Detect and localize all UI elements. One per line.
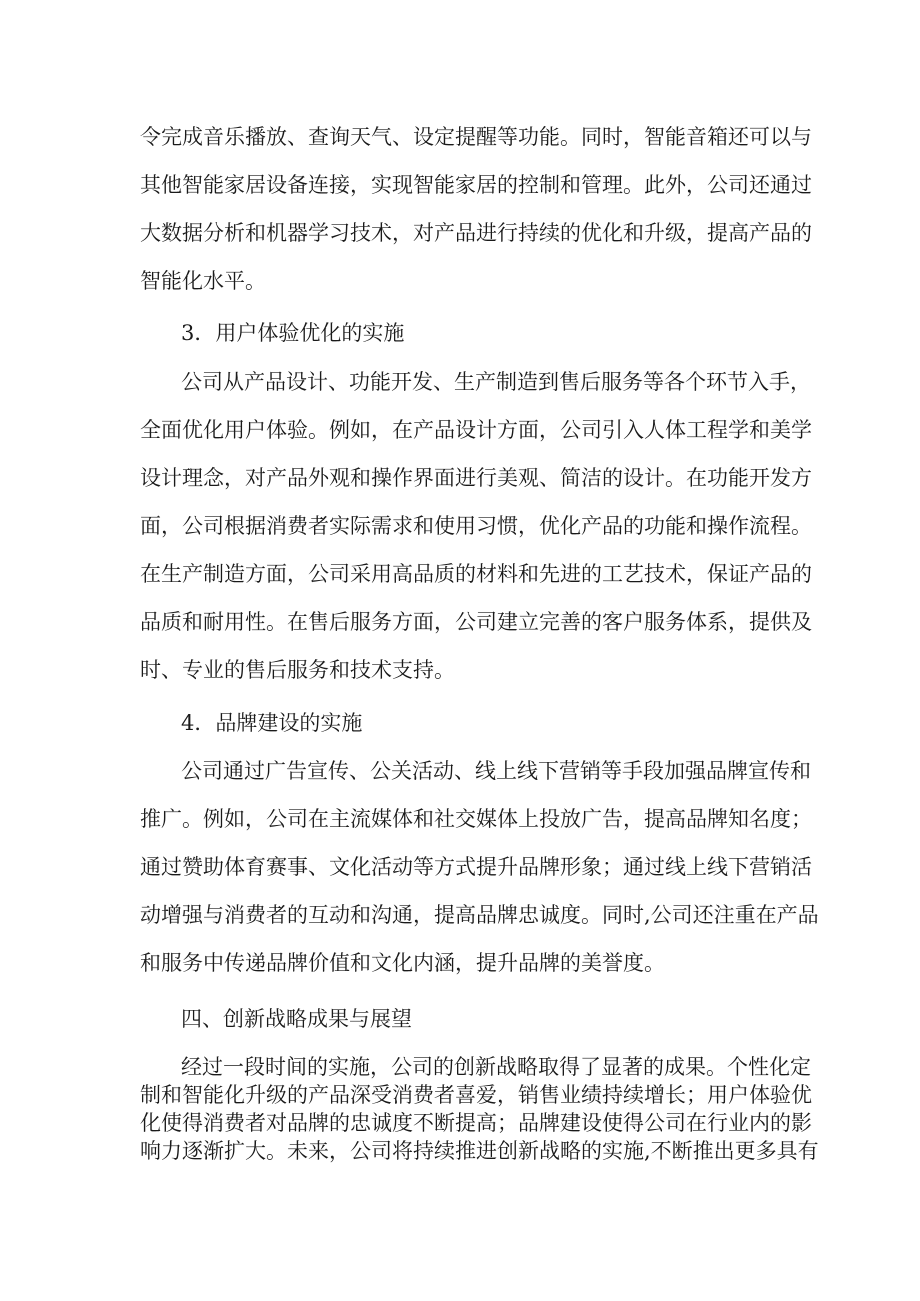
paragraph-3-line-5: 和服务中传递品牌价值和文化内涵，提升品牌的美誉度。 — [140, 951, 665, 975]
paragraph-2-line-5: 在生产制造方面，公司采用高品质的材料和先进的工艺技术，保证产品的 — [140, 562, 812, 586]
paragraph-2-line-2: 全面优化用户体验。例如，在产品设计方面，公司引入人体工程学和美学 — [140, 418, 812, 442]
paragraph-1-line-3: 大数据分析和机器学习技术，对产品进行持续的优化和升级，提高产品的 — [140, 221, 812, 245]
section-heading-outcomes: 四、创新战略成果与展望 — [181, 1007, 412, 1031]
paragraph-4-line-4: 响力逐渐扩大。未来，公司将持续推进创新战略的实施,不断推出更多具有 — [140, 1139, 819, 1163]
paragraph-1-line-1: 令完成音乐播放、查询天气、设定提醒等功能。同时，智能音箱还可以与 — [140, 125, 812, 149]
paragraph-2-line-3: 设计理念，对产品外观和操作界面进行美观、简洁的设计。在功能开发方 — [140, 466, 812, 490]
paragraph-3-line-1: 公司通过广告宣传、公关活动、线上线下营销等手段加强品牌宣传和 — [181, 759, 811, 783]
paragraph-2-line-4: 面，公司根据消费者实际需求和使用习惯，优化产品的功能和操作流程。 — [140, 514, 812, 538]
paragraph-1-line-2: 其他智能家居设备连接，实现智能家居的控制和管理。此外，公司还通过 — [140, 173, 812, 197]
subheading-user-experience: 3．用户体验优化的实施 — [181, 321, 405, 345]
paragraph-3-line-4: 动增强与消费者的互动和沟通，提高品牌忠诚度。同时,公司还注重在产品 — [140, 903, 819, 927]
paragraph-4-line-2: 制和智能化升级的产品深受消费者喜爱，销售业绩持续增长；用户体验优 — [140, 1083, 812, 1107]
paragraph-4-line-1: 经过一段时间的实施，公司的创新战略取得了显著的成果。个性化定 — [181, 1055, 811, 1079]
paragraph-2-line-1: 公司从产品设计、功能开发、生产制造到售后服务等各个环节入手， — [181, 370, 811, 394]
paragraph-2-line-6: 品质和耐用性。在售后服务方面，公司建立完善的客户服务体系，提供及 — [140, 610, 812, 634]
subheading-brand-building: 4．品牌建设的实施 — [181, 711, 363, 735]
paragraph-1-line-4: 智能化水平。 — [140, 269, 266, 293]
paragraph-2-line-7: 时、专业的售后服务和技术支持。 — [140, 658, 455, 682]
paragraph-3-line-2: 推广。例如，公司在主流媒体和社交媒体上投放广告，提高品牌知名度； — [140, 807, 812, 831]
paragraph-3-line-3: 通过赞助体育赛事、文化活动等方式提升品牌形象；通过线上线下营销活 — [140, 855, 812, 879]
paragraph-4-line-3: 化使得消费者对品牌的忠诚度不断提高；品牌建设使得公司在行业内的影 — [140, 1111, 812, 1135]
